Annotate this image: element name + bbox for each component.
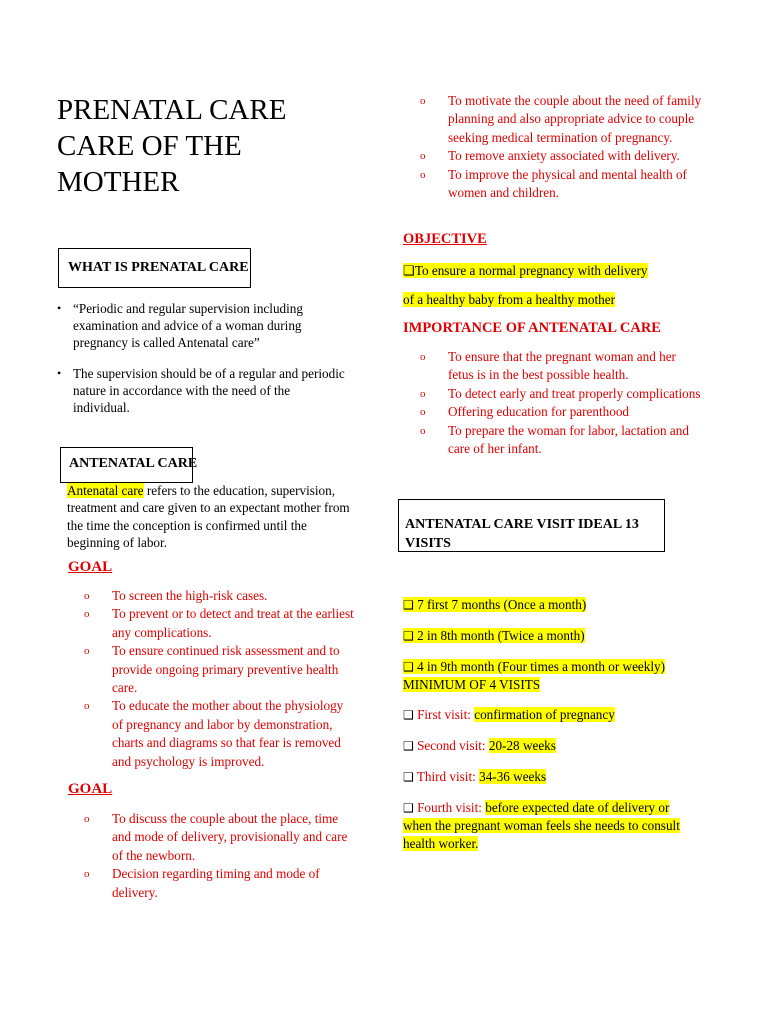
objective-text-2: of a healthy baby from a healthy mother [403,292,616,307]
visits-heading-box [398,499,665,552]
checkbox-icon: ❑ [403,770,414,784]
list-item: o To remove anxiety associated with delivery. [403,147,703,165]
objective-line-2 [403,291,615,308]
checkbox-icon: ❑ [403,801,414,815]
visit-label: Third visit: [413,769,480,784]
visit-value: 34-36 weeks [479,769,547,784]
list-item: • “Periodic and regular supervision including examination and advice of a woman during pregnancy is called Antenatal care” [57,300,347,352]
antenatal-care-heading-box [60,447,198,483]
objective-heading: OBJECTIVE [403,231,487,247]
visit-item-first [403,706,615,724]
importance-heading: IMPORTANCE OF ANTENATAL CARE [403,320,661,336]
visit-item-third [403,768,546,786]
visit-item-second [403,737,556,755]
checkbox-icon: ❑ [403,629,414,643]
list-item: o To discuss the couple about the place, time and mode of delivery, provisionally and care of the newborn. [67,810,357,865]
list-item: o Offering education for parenthood [403,403,703,421]
checkbox-icon: ❑ [403,739,414,753]
prenatal-care-heading: WHAT IS PRENATAL CARE [68,260,249,275]
visit-text: 2 in 8th month (Twice a month) [413,628,585,643]
checkbox-icon: ❑ [403,708,414,722]
visit-value: 20-28 weeks [488,738,556,753]
importance-list [403,348,703,458]
objective-line-1 [403,262,648,279]
visit-value: confirmation of pregnancy [474,707,615,722]
visit-item-1 [403,596,586,614]
list-item: o To improve the physical and mental health of women and children. [403,166,703,203]
list-item: o To educate the mother about the physiology of pregnancy and labor by demonstration, charts and diagrams so that fear is removed and psychology is improved. [67,697,357,771]
checkbox-icon: ❑ [403,598,414,612]
goal-list-2 [67,810,357,902]
visit-text: 7 first 7 months (Once a month) [413,597,587,612]
list-item: o To ensure that the pregnant woman and her fetus is in the best possible health. [403,348,703,385]
prenatal-care-heading-box [58,248,251,288]
antenatal-term-highlight: Antenatal care [67,483,144,498]
visit-text: 4 in 9th month (Four times a month or weekly) MINIMUM OF 4 VISITS [403,659,666,693]
objective-text-1: ❑To ensure a normal pregnancy with delivery [403,263,648,278]
list-item: o To detect early and treat properly complications [403,385,703,403]
prenatal-definition-list [57,300,347,429]
list-item: • The supervision should be of a regular and periodic nature in accordance with the need of the individual. [57,365,347,417]
visit-item-fourth [403,799,701,852]
goal-list-continued [403,92,703,202]
goal-heading-2: GOAL [68,781,113,797]
checkbox-icon: ❑ [403,660,414,674]
list-item: o To motivate the couple about the need of family planning and also appropriate advice to couple seeking medical termination of pregnancy. [403,92,703,147]
list-item: o To screen the high-risk cases. [67,587,357,605]
list-item: o Decision regarding timing and mode of delivery. [67,865,357,902]
visit-value: before expected date of delivery or when the pregnant woman feels she needs to consult health worker. [403,800,680,851]
goal-heading-1: GOAL [68,559,113,575]
antenatal-definition [67,482,355,552]
title-line-3: MOTHER [57,166,180,198]
visits-heading: ANTENATAL CARE VISIT IDEAL 13 VISITS [405,517,639,551]
list-item: o To ensure continued risk assessment and to provide ongoing primary preventive health care. [67,642,357,697]
visit-label: Fourth visit: [413,800,486,815]
title-line-2: CARE OF THE [57,130,242,162]
list-item: o To prepare the woman for labor, lactation and care of her infant. [403,422,703,459]
page-title [57,92,357,200]
visit-item-2 [403,627,585,645]
visit-item-3 [403,658,703,694]
visit-label: Second visit: [413,738,489,753]
list-item: o To prevent or to detect and treat at the earliest any complications. [67,605,357,642]
title-line-1: PRENATAL CARE [57,94,287,126]
visit-label: First visit: [413,707,475,722]
goal-list-1 [67,587,357,771]
antenatal-definition-text: refers to the education, supervision, treatment and care given to an expectant mother from the time the conception is confirmed until the beginning of labor. [67,483,350,551]
antenatal-care-heading: ANTENATAL CARE [69,456,198,471]
